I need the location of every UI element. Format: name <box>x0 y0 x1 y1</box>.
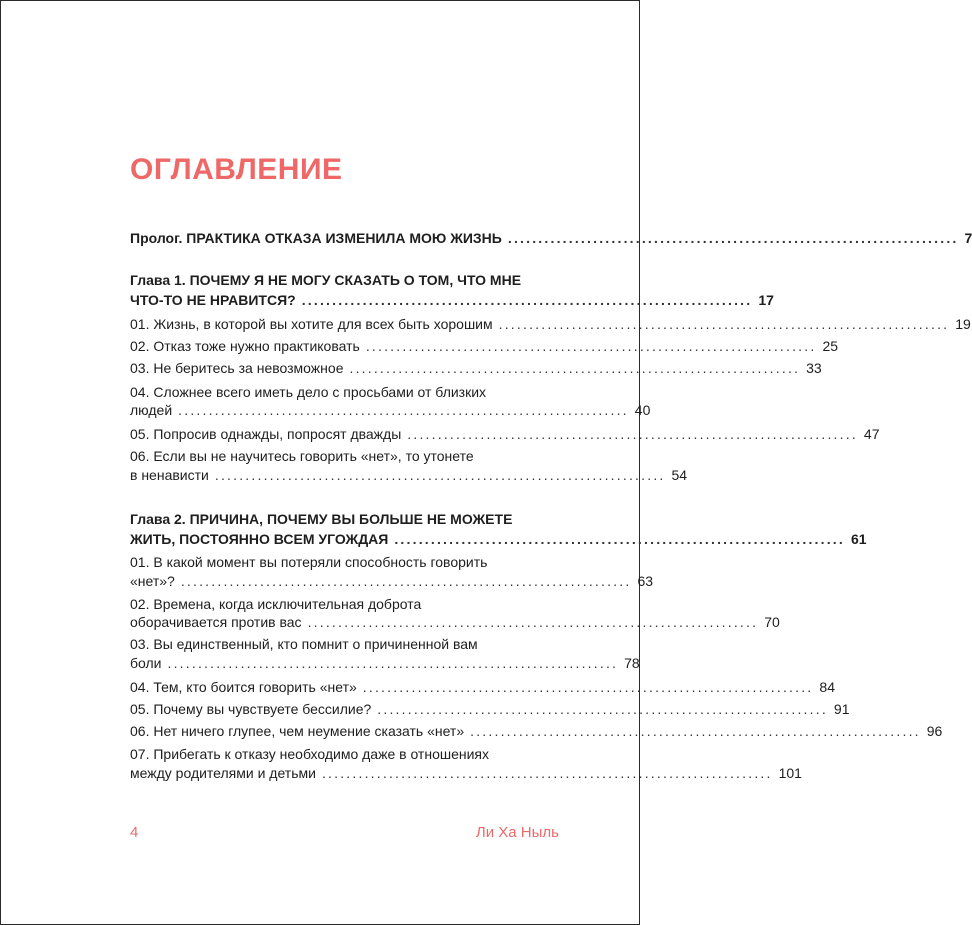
leader-dots: .......................................................................... <box>498 316 950 332</box>
item-page: 78 <box>624 655 640 671</box>
item-title-line-2: оборачивается против вас <box>130 614 302 630</box>
toc-item <box>130 722 943 740</box>
chapter-1-title-line-1: Глава 1. ПОЧЕМУ Я НЕ МОГУ СКАЗАТЬ О ТОМ, ЧТО МНЕ <box>130 272 522 288</box>
item-title: 06. Нет ничего глупее, чем неумение сказать «нет» <box>130 723 465 739</box>
toc-prologue <box>130 229 972 247</box>
item-page: 25 <box>822 338 839 354</box>
item-title-line-1: 01. В какой момент вы потеряли способность говорить <box>130 554 488 570</box>
item-title-line-2: в ненависти <box>130 467 209 483</box>
toc-item <box>130 337 839 355</box>
author-name: Ли Ха Ныль <box>475 824 559 841</box>
item-title-line-1: 03. Вы единственный, кто помнит о причиненной вам <box>130 636 478 652</box>
toc-item <box>130 315 971 333</box>
leader-dots: .......................................................................... <box>349 360 801 376</box>
item-title: 04. Тем, кто боится говорить «нет» <box>130 679 357 695</box>
leader-dots: .......................................................................... <box>178 402 629 418</box>
toc-item <box>130 678 835 696</box>
page-number: 4 <box>130 824 139 841</box>
toc-item <box>130 700 850 718</box>
prologue-page: 7 <box>964 230 972 246</box>
item-page: 33 <box>806 360 822 376</box>
item-title-line-2: «нет»? <box>130 573 175 589</box>
item-page: 101 <box>778 765 802 781</box>
leader-dots: .......................................................................... <box>214 467 666 483</box>
toc-item <box>130 613 780 631</box>
item-title-line-1: 07. Прибегать к отказу необходимо даже в отношениях <box>130 746 490 762</box>
item-page: 19 <box>955 316 971 332</box>
leader-dots: .......................................................................... <box>362 679 814 695</box>
item-title-line-1: 06. Если вы не научитесь говорить «нет», то утонете <box>130 448 474 464</box>
leader-dots: .......................................................................... <box>470 723 921 739</box>
leader-dots: .......................................................................... <box>377 701 828 717</box>
item-page: 40 <box>634 402 651 418</box>
toc-item <box>130 764 802 782</box>
toc-item <box>130 466 688 484</box>
chapter-2-title-line-1: Глава 2. ПРИЧИНА, ПОЧЕМУ ВЫ БОЛЬШЕ НЕ МОЖЕТЕ <box>130 511 513 527</box>
toc-item <box>130 425 880 443</box>
toc-item <box>130 654 640 672</box>
item-page: 96 <box>926 723 943 739</box>
item-title: 02. Отказ тоже нужно практиковать <box>130 338 360 354</box>
toc-item <box>130 401 651 419</box>
chapter-1-page: 17 <box>758 292 774 308</box>
item-page: 47 <box>863 426 880 442</box>
item-title: 01. Жизнь, в которой вы хотите для всех быть хорошим <box>130 316 493 332</box>
leader-dots: .......................................................................... <box>321 765 773 781</box>
leader-dots: .......................................................................... <box>365 338 817 354</box>
leader-dots: .......................................................................... <box>394 531 845 547</box>
toc-item <box>130 359 822 377</box>
item-title-line-2: между родителями и детьми <box>130 765 316 781</box>
chapter-1-title-line-2: ЧТО-ТО НЕ НРАВИТСЯ? <box>130 292 296 308</box>
leader-dots: .......................................................................... <box>167 655 619 671</box>
item-page: 70 <box>764 614 780 630</box>
prologue-title: Пролог. ПРАКТИКА ОТКАЗА ИЗМЕНИЛА МОЮ ЖИЗНЬ <box>130 230 502 246</box>
item-page: 91 <box>833 701 850 717</box>
toc-chapter-2 <box>130 530 867 548</box>
chapter-2-title-line-2: ЖИТЬ, ПОСТОЯННО ВСЕМ УГОЖДАЯ <box>130 531 389 547</box>
toc-item <box>130 572 654 590</box>
item-title-line-1: 04. Сложнее всего иметь дело с просьбами от близких <box>130 384 487 400</box>
chapter-2-page: 61 <box>850 531 867 547</box>
leader-dots: .......................................................................... <box>307 614 759 630</box>
item-title-line-1: 02. Времена, когда исключительная доброта <box>130 596 422 612</box>
leader-dots: .......................................................................... <box>407 426 858 442</box>
toc-chapter-1 <box>130 291 774 309</box>
page-title: ОГЛАВЛЕНИЕ <box>130 153 343 186</box>
item-title-line-2: боли <box>130 655 162 671</box>
item-title: 05. Почему вы чувствуете бессилие? <box>130 701 372 717</box>
leader-dots: .......................................................................... <box>507 230 959 246</box>
item-title-line-2: людей <box>130 402 173 418</box>
item-page: 84 <box>819 679 835 695</box>
leader-dots: .......................................................................... <box>301 292 753 308</box>
item-title: 05. Попросив однажды, попросят дважды <box>130 426 402 442</box>
item-title: 03. Не беритесь за невозможное <box>130 360 344 376</box>
item-page: 54 <box>671 467 688 483</box>
item-page: 63 <box>637 573 654 589</box>
leader-dots: .......................................................................... <box>180 573 632 589</box>
